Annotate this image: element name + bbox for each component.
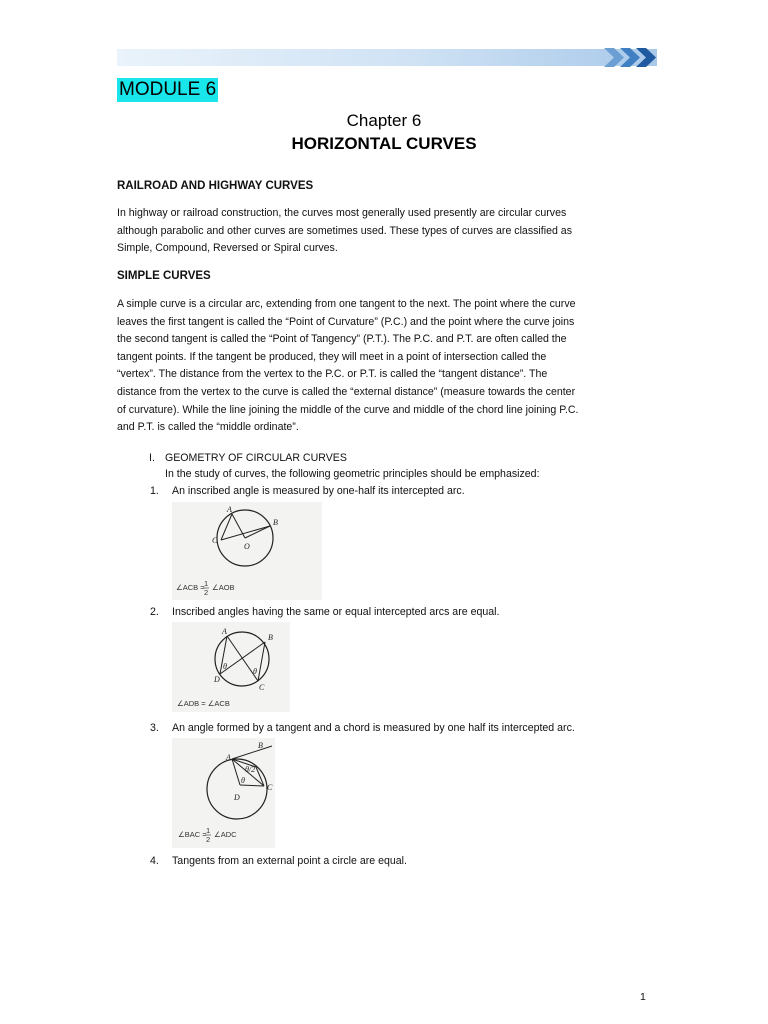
list-item [150,853,407,870]
module-label: MODULE 6 [119,79,217,100]
point-label: B [258,741,263,750]
list-number: 3. [150,722,159,734]
roman-marker: I. [149,452,155,464]
list-text: An angle formed by a tangent and a chord is measured by one half its intercepted arc. [172,722,575,734]
list-text: Inscribed angles having the same or equal intercepted arcs are equal. [172,606,500,618]
caption-fraction-numerator: 1 [206,826,211,835]
geometry-heading: GEOMETRY OF CIRCULAR CURVES [165,452,347,464]
list-item [150,604,499,621]
list-text: An inscribed angle is measured by one-half its intercepted arc. [172,485,465,497]
figure-equal-inscribed-angles [172,622,290,712]
caption-fraction-denominator: 2 [206,835,211,844]
point-label: C [212,536,218,545]
angle-label: θ [241,776,245,785]
angle-label: θ [253,667,257,676]
paragraph-line: leaves the first tangent is called the “Point of Curvature” (P.C.) and the point where the curve joins [117,315,575,328]
paragraph-line: “vertex”. The distance from the vertex to the P.C. or P.T. is called the “tangent distance”. The [117,368,548,381]
angle-label: θ [223,662,227,671]
caption-right: ∠AOB [212,583,235,592]
figure-tangent-chord-angle [172,738,275,848]
paragraph-line: the second tangent is called the “Point of Tangency” (P.T.). The P.C. and P.T. are often called the [117,333,567,346]
paragraph-line: although parabolic and other curves are sometimes used. These types of curves are classified as [117,224,572,237]
list-text: Tangents from an external point a circle are equal. [172,855,407,867]
point-label: A [222,627,227,636]
figure-inscribed-angle [172,502,322,600]
caption-fraction-numerator: 1 [204,579,209,588]
point-label: A [226,753,231,762]
figure-caption: ∠ADB = ∠ACB [177,699,230,708]
point-label: B [268,633,273,642]
point-label: D [214,675,220,684]
header-bar [117,49,657,66]
figure-caption: ∠BAC = [178,830,207,839]
chapter-title: HORIZONTAL CURVES [291,134,477,153]
point-label: A [227,505,232,514]
section-heading-simple-curves: SIMPLE CURVES [117,270,211,282]
caption-fraction-denominator: 2 [204,588,209,597]
paragraph-line: Simple, Compound, Reversed or Spiral curves. [117,242,338,255]
figure-caption: ∠ACB = [176,583,205,592]
paragraph-line: of curvature). While the line joining the middle of the curve and middle of the chord line joining P.C. [117,403,579,416]
list-number: 2. [150,606,159,618]
angle-label: θ/2 [245,765,256,774]
page-number: 1 [640,991,646,1003]
section2-paragraph [117,296,647,437]
roman-list-item [149,450,347,467]
section-heading-railroad: RAILROAD AND HIGHWAY CURVES [117,180,314,192]
paragraph-line: distance from the vertex to the curve is called the “external distance” (measure towards the center [117,385,576,398]
list-item [150,720,575,737]
section1-paragraph [117,205,647,258]
paragraph-line: tangent points. If the tangent be produced, they will meet in a point of intersection called the [117,350,547,363]
chapter-number: Chapter 6 [346,111,422,130]
point-label: D [234,793,240,802]
chevron-arrows-icon [600,45,660,70]
paragraph-line: In highway or railroad construction, the curves most generally used presently are circular curves [117,207,567,219]
list-item [150,483,465,500]
point-label: B [273,518,278,527]
list-number: 1. [150,485,159,497]
point-label: O [244,542,250,551]
paragraph-line: A simple curve is a circular arc, extending from one tangent to the next. The point where the curve [117,298,576,310]
geometry-intro: In the study of curves, the following geometric principles should be emphasized: [165,468,540,480]
caption-right: ∠ADC [214,830,237,839]
point-label: C [267,783,273,792]
point-label: C [259,683,265,692]
paragraph-line: and P.T. is called the “middle ordinate”. [117,421,299,434]
list-number: 4. [150,855,159,867]
